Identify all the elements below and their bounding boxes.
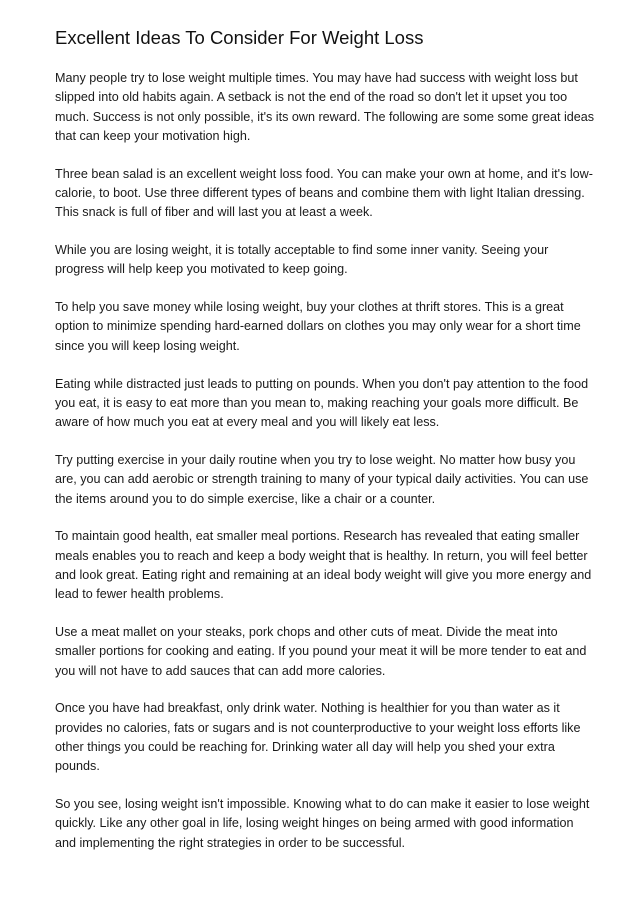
paragraph-6: Try putting exercise in your daily routine when you try to lose weight. No matter how busy you are, you can add aerobic or strength training to many of your typical daily activities. You can use the items around you to do simple exercise, like a chair or a counter. <box>55 452 589 506</box>
paragraph-3: While you are losing weight, it is totally acceptable to find some inner vanity. Seeing your progress will help keep you motivated to keep going. <box>55 243 549 277</box>
document-title: Excellent Ideas To Consider For Weight Loss <box>55 27 424 48</box>
paragraph-5: Eating while distracted just leads to putting on pounds. When you don't pay attention to the food you eat, it is easy to eat more than you mean to, making reaching your goals more difficult. Be aware of how much you eat at every meal and you will likely eat less. <box>55 376 589 430</box>
paragraph-9: Once you have had breakfast, only drink water. Nothing is healthier for you than water as it provides no calories, fats or sugars and is not counterproductive to your weight loss efforts like other things you could be reaching for. Drinking water all day will help you shed your extra pounds. <box>55 701 581 774</box>
paragraph-7: To maintain good health, eat smaller meal portions. Research has revealed that eating smaller meals enables you to reach and keep a body weight that is healthy. In return, you will feel better and look great. Eating right and remaining at an ideal body weight will give you more energy and lead to fewer health problems. <box>55 529 592 602</box>
paragraph-8: Use a meat mallet on your steaks, pork chops and other cuts of meat. Divide the meat into smaller portions for cooking and eating. If you pound your meat it will be more tender to eat and you will not have to add sauces that can add more calories. <box>55 625 587 678</box>
paragraph-10: So you see, losing weight isn't impossible. Knowing what to do can make it easier to lose weight quickly. Like any other goal in life, losing weight hinges on being armed with good information and implementing the right strategies in order to be successful. <box>55 797 590 850</box>
paragraph-1: Many people try to lose weight multiple times. You may have had success with weight loss but slipped into old habits again. A setback is not the end of the road so don't let it upset you too much. Success is not only possible, it's its own reward. The following are some some great ideas that can keep your motivation high. <box>55 71 595 143</box>
document-page <box>55 26 595 872</box>
paragraph-2: Three bean salad is an excellent weight loss food. You can make your own at home, and it's low-calorie, to boot. Use three different types of beans and combine them with light Italian dressing. This snack is full of fiber and will last you at least a week. <box>55 166 593 220</box>
paragraph-4: To help you save money while losing weight, buy your clothes at thrift stores. This is a great option to minimize spending hard-earned dollars on clothes you may only wear for a short time since you will keep losing weight. <box>55 300 581 353</box>
